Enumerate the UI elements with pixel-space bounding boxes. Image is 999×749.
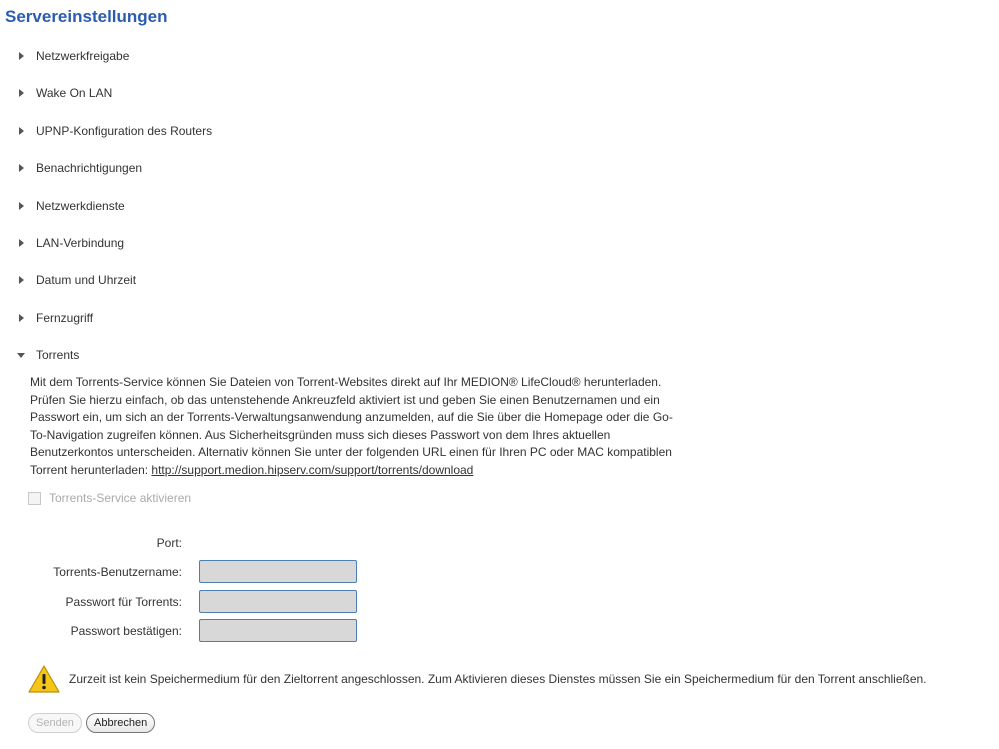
section-label: Datum und Uhrzeit [36,273,137,287]
section-label: LAN-Verbindung [36,236,125,250]
section-torrents[interactable] [17,346,79,364]
triangle-right-icon [17,89,26,98]
port-label: Port: [156,536,182,550]
username-input[interactable] [199,560,357,583]
description-line: Passwort ein, um sich an der Torrents-Verwaltungsanwendung anzumelden, auf die Sie über die Homepage oder die Go- [30,410,673,424]
section-label: Wake On LAN [36,86,113,100]
description-line: Prüfen Sie hierzu einfach, ob das untenstehende Ankreuzfeld aktiviert ist und geben Sie einen Benutzernamen und ein [30,392,660,407]
description-line: Torrent herunterladen: [30,462,152,477]
section-label: Netzwerkfreigabe [36,49,130,63]
torrents-description [30,374,730,479]
warning-triangle-icon [28,665,60,693]
section-netzwerkfreigabe[interactable] [17,47,129,65]
description-line: Mit dem Torrents-Service können Sie Dateien von Torrent-Websites direkt auf Ihr MEDION® LifeCloud® herunterladen. [30,375,662,389]
password-input[interactable] [199,590,357,613]
section-label: Benachrichtigungen [36,161,143,175]
triangle-right-icon [17,202,26,211]
section-benachrichtigungen[interactable] [17,159,142,177]
triangle-right-icon [17,239,26,248]
triangle-right-icon [17,276,26,285]
section-upnp[interactable] [17,122,212,140]
cancel-button[interactable]: Abbrechen [86,713,155,733]
password-label: Passwort für Torrents: [65,595,182,609]
section-datum-uhrzeit[interactable] [17,271,136,289]
triangle-right-icon [17,314,26,323]
triangle-right-icon [17,127,26,136]
section-netzwerkdienste[interactable] [17,197,125,215]
triangle-right-icon [17,164,26,173]
section-fernzugriff[interactable] [17,309,93,327]
section-wake-on-lan[interactable] [17,84,112,102]
section-label: Fernzugriff [36,311,94,325]
section-label: UPNP-Konfiguration des Routers [36,124,213,138]
description-line: Benutzerkontos unterscheiden. Alternativ können Sie unter der folgenden URL einen für Ihren PC oder MAC kompatiblen [30,445,672,459]
warning-text: Zurzeit ist kein Speichermedium für den Zieltorrent angeschlossen. Zum Aktivieren dieses Dienstes müssen Sie ein Speichermedium für den Torrent anschließen. [69,672,927,686]
torrents-enable-row [28,490,191,506]
triangle-down-icon [17,351,26,360]
section-label: Netzwerkdienste [36,199,125,213]
torrents-enable-label: Torrents-Service aktivieren [49,491,192,505]
confirm-password-label: Passwort bestätigen: [70,624,182,638]
send-button[interactable]: Senden [28,713,82,733]
page-title: Servereinstellungen [5,7,168,26]
username-label: Torrents-Benutzername: [53,565,182,579]
torrents-enable-checkbox[interactable] [28,492,41,505]
confirm-password-input[interactable] [199,619,357,642]
triangle-right-icon [17,52,26,61]
section-lan-verbindung[interactable] [17,234,124,252]
section-label: Torrents [36,348,80,362]
storage-warning [28,665,927,693]
description-line: To-Navigation zugreifen können. Aus Sicherheitsgründen muss sich dieses Passwort von dem Ihres aktuellen [30,427,611,442]
torrent-download-link[interactable]: http://support.medion.hipserv.com/support/torrents/download [151,462,474,477]
